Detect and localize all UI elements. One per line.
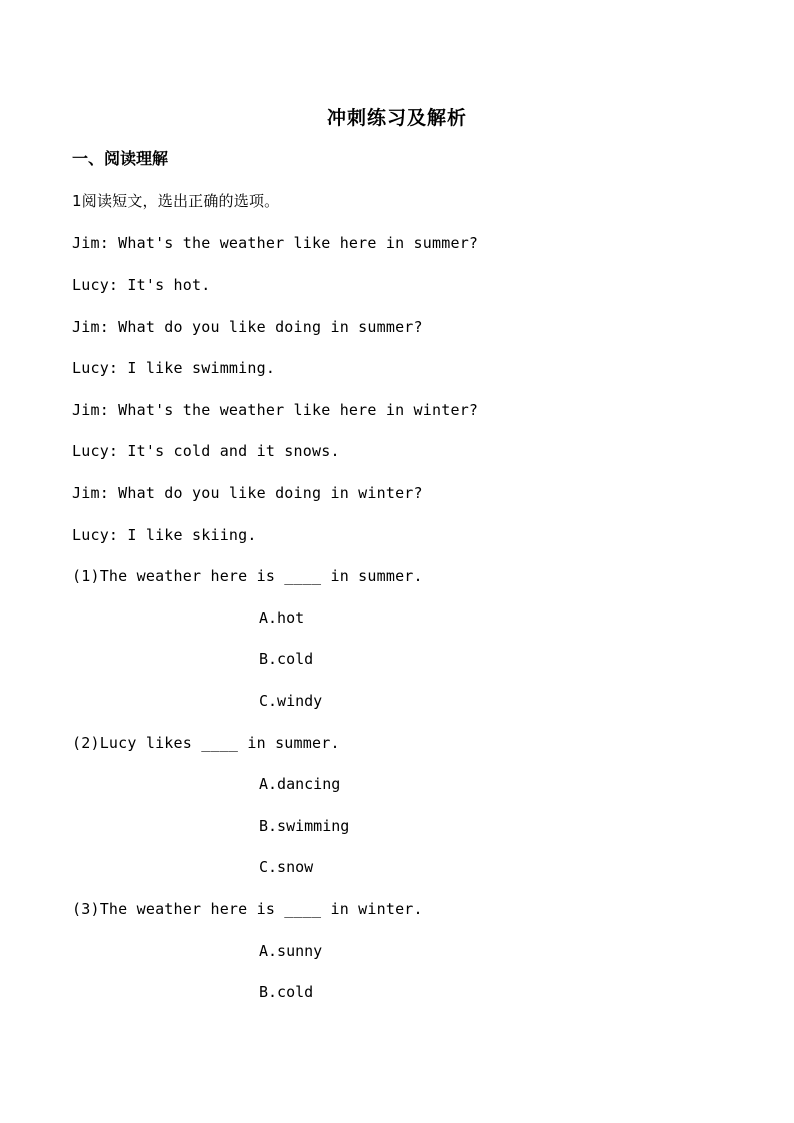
dialogue-line: Lucy: I like skiing. xyxy=(72,526,257,544)
dialogue-line: Lucy: It's cold and it snows. xyxy=(72,442,340,460)
answer-option: B.cold xyxy=(259,650,314,668)
question-stem: (2)Lucy likes ____ in summer. xyxy=(72,734,340,752)
section-heading: 一、阅读理解 xyxy=(72,149,169,168)
answer-option: A.dancing xyxy=(259,775,341,793)
dialogue-line: Jim: What do you like doing in winter? xyxy=(72,484,423,502)
dialogue-line: Jim: What's the weather like here in winter? xyxy=(72,401,479,419)
answer-option: B.cold xyxy=(259,983,314,1001)
answer-option: A.hot xyxy=(259,609,305,627)
page-title: 冲刺练习及解析 xyxy=(326,107,467,129)
question-stem: (3)The weather here is ____ in winter. xyxy=(72,900,423,918)
answer-option: B.swimming xyxy=(259,817,350,835)
answer-option: A.sunny xyxy=(259,942,323,960)
answer-option: C.windy xyxy=(259,692,323,710)
dialogue-line: Lucy: It's hot. xyxy=(72,276,211,294)
dialogue-line: Lucy: I like swimming. xyxy=(72,359,276,377)
dialogue-line: Jim: What do you like doing in summer? xyxy=(72,318,423,336)
question-instruction: 1阅读短文，选出正确的选项。 xyxy=(72,192,280,210)
dialogue-line: Jim: What's the weather like here in summer? xyxy=(72,234,479,252)
answer-option: C.snow xyxy=(259,858,314,876)
question-stem: (1)The weather here is ____ in summer. xyxy=(72,567,423,585)
